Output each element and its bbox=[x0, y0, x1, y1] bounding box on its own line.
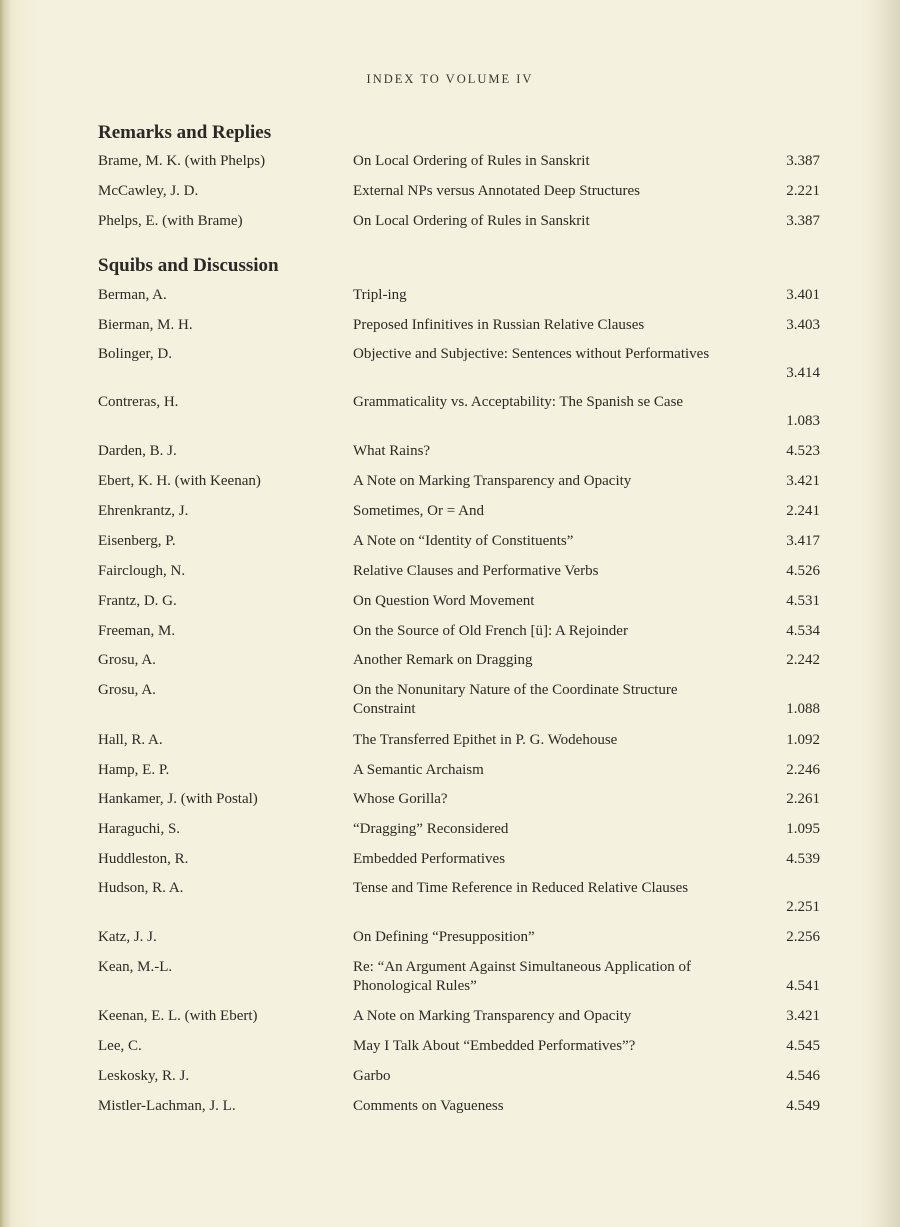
entry-author: Grosu, A. bbox=[98, 682, 156, 698]
entry-author: McCawley, J. D. bbox=[98, 183, 199, 199]
entry-title: Tense and Time Reference in Reduced Relative Clauses bbox=[353, 880, 689, 896]
entry-author: Eisenberg, P. bbox=[98, 533, 176, 549]
entry-ref: 3.417 bbox=[786, 533, 820, 549]
entry-author: Mistler-Lachman, J. L. bbox=[98, 1098, 236, 1114]
entry-ref: 2.242 bbox=[786, 652, 820, 668]
entry-title: On the Nonunitary Nature of the Coordinate Structure Constraint bbox=[353, 682, 678, 717]
entry-ref: 4.526 bbox=[786, 563, 820, 579]
entry-title: Embedded Performatives bbox=[353, 851, 506, 867]
entry-ref: 3.414 bbox=[786, 365, 820, 381]
entry-author: Berman, A. bbox=[98, 287, 167, 303]
entry-title: “Dragging” Reconsidered bbox=[353, 821, 509, 837]
entry-title: A Note on “Identity of Constituents” bbox=[353, 533, 574, 549]
entry-author: Fairclough, N. bbox=[98, 563, 186, 579]
entry-author: Hankamer, J. (with Postal) bbox=[98, 791, 258, 807]
entry-ref: 3.387 bbox=[786, 153, 820, 169]
entry-title: Re: “An Argument Against Simultaneous Application of Phonological Rules” bbox=[353, 959, 692, 994]
entry-ref: 3.421 bbox=[786, 473, 820, 489]
entry-ref: 4.523 bbox=[786, 443, 820, 459]
entry-author: Frantz, D. G. bbox=[98, 593, 177, 609]
entry-title: Whose Gorilla? bbox=[353, 791, 448, 807]
entry-ref: 4.549 bbox=[786, 1098, 820, 1114]
entry-ref: 3.421 bbox=[786, 1008, 820, 1024]
entry-author: Hall, R. A. bbox=[98, 732, 163, 748]
entry-title: What Rains? bbox=[353, 443, 431, 459]
entry-title: On Local Ordering of Rules in Sanskrit bbox=[353, 153, 590, 169]
running-head: INDEX TO VOLUME IV bbox=[366, 72, 534, 86]
section-title-remarks: Remarks and Replies bbox=[98, 122, 272, 143]
entry-author: Katz, J. J. bbox=[98, 929, 157, 945]
entry-title: Another Remark on Dragging bbox=[353, 652, 533, 668]
entry-title: Relative Clauses and Performative Verbs bbox=[353, 563, 599, 579]
entry-author: Hudson, R. A. bbox=[98, 880, 184, 896]
entry-ref: 4.545 bbox=[786, 1038, 820, 1054]
entry-ref: 2.256 bbox=[786, 929, 820, 945]
entry-title: May I Talk About “Embedded Performatives”? bbox=[353, 1038, 636, 1054]
entry-ref: 1.092 bbox=[786, 732, 820, 748]
entry-ref: 1.095 bbox=[786, 821, 820, 837]
entry-author: Freeman, M. bbox=[98, 623, 176, 639]
entry-ref: 2.261 bbox=[786, 791, 820, 807]
entry-author: Bolinger, D. bbox=[98, 346, 172, 362]
entry-title: On Local Ordering of Rules in Sanskrit bbox=[353, 213, 590, 229]
entry-ref: 4.531 bbox=[786, 593, 820, 609]
entry-ref: 4.546 bbox=[786, 1068, 820, 1084]
entry-ref: 1.083 bbox=[786, 413, 820, 429]
entry-title: Tripl-ing bbox=[353, 287, 407, 303]
entry-author: Leskosky, R. J. bbox=[98, 1068, 190, 1084]
entry-author: Kean, M.-L. bbox=[98, 959, 173, 975]
entry-author: Keenan, E. L. (with Ebert) bbox=[98, 1008, 258, 1024]
entry-ref: 2.251 bbox=[786, 899, 820, 915]
entry-author: Ebert, K. H. (with Keenan) bbox=[98, 473, 261, 489]
entry-author: Lee, C. bbox=[98, 1038, 142, 1054]
entry-ref: 4.541 bbox=[786, 978, 820, 994]
entry-title: Grammaticality vs. Acceptability: The Spanish se Case bbox=[353, 394, 684, 410]
entry-author: Phelps, E. (with Brame) bbox=[98, 213, 243, 229]
entry-title: Comments on Vagueness bbox=[353, 1098, 504, 1114]
entry-ref: 1.088 bbox=[786, 701, 820, 717]
entry-title: Preposed Infinitives in Russian Relative Clauses bbox=[353, 317, 645, 333]
entry-ref: 3.403 bbox=[786, 317, 820, 333]
entry-title: Sometimes, Or = And bbox=[353, 503, 484, 519]
entry-title: Garbo bbox=[353, 1068, 391, 1084]
entry-author: Brame, M. K. (with Phelps) bbox=[98, 153, 266, 169]
entry-author: Hamp, E. P. bbox=[98, 762, 170, 778]
entry-title: On the Source of Old French [ü]: A Rejoinder bbox=[353, 623, 628, 639]
section-title-squibs: Squibs and Discussion bbox=[98, 255, 279, 276]
entry-title: A Semantic Archaism bbox=[353, 762, 484, 778]
entry-title: On Question Word Movement bbox=[353, 593, 535, 609]
entry-ref: 2.221 bbox=[786, 183, 820, 199]
entry-title: A Note on Marking Transparency and Opacity bbox=[353, 473, 632, 489]
entry-ref: 2.241 bbox=[786, 503, 820, 519]
entry-author: Grosu, A. bbox=[98, 652, 156, 668]
entry-ref: 3.387 bbox=[786, 213, 820, 229]
entry-title: A Note on Marking Transparency and Opacity bbox=[353, 1008, 632, 1024]
entry-ref: 3.401 bbox=[786, 287, 820, 303]
entry-author: Huddleston, R. bbox=[98, 851, 189, 867]
entry-author: Bierman, M. H. bbox=[98, 317, 193, 333]
entry-author: Contreras, H. bbox=[98, 394, 179, 410]
entry-title: Objective and Subjective: Sentences without Performatives bbox=[353, 346, 710, 362]
entry-title: On Defining “Presupposition” bbox=[353, 929, 535, 945]
entry-author: Ehrenkrantz, J. bbox=[98, 503, 189, 519]
entry-title: External NPs versus Annotated Deep Structures bbox=[353, 183, 641, 199]
entry-ref: 4.539 bbox=[786, 851, 820, 867]
entry-ref: 4.534 bbox=[786, 623, 820, 639]
entry-author: Darden, B. J. bbox=[98, 443, 177, 459]
entry-author: Haraguchi, S. bbox=[98, 821, 181, 837]
entry-ref: 2.246 bbox=[786, 762, 820, 778]
entry-title: The Transferred Epithet in P. G. Wodehouse bbox=[353, 732, 618, 748]
